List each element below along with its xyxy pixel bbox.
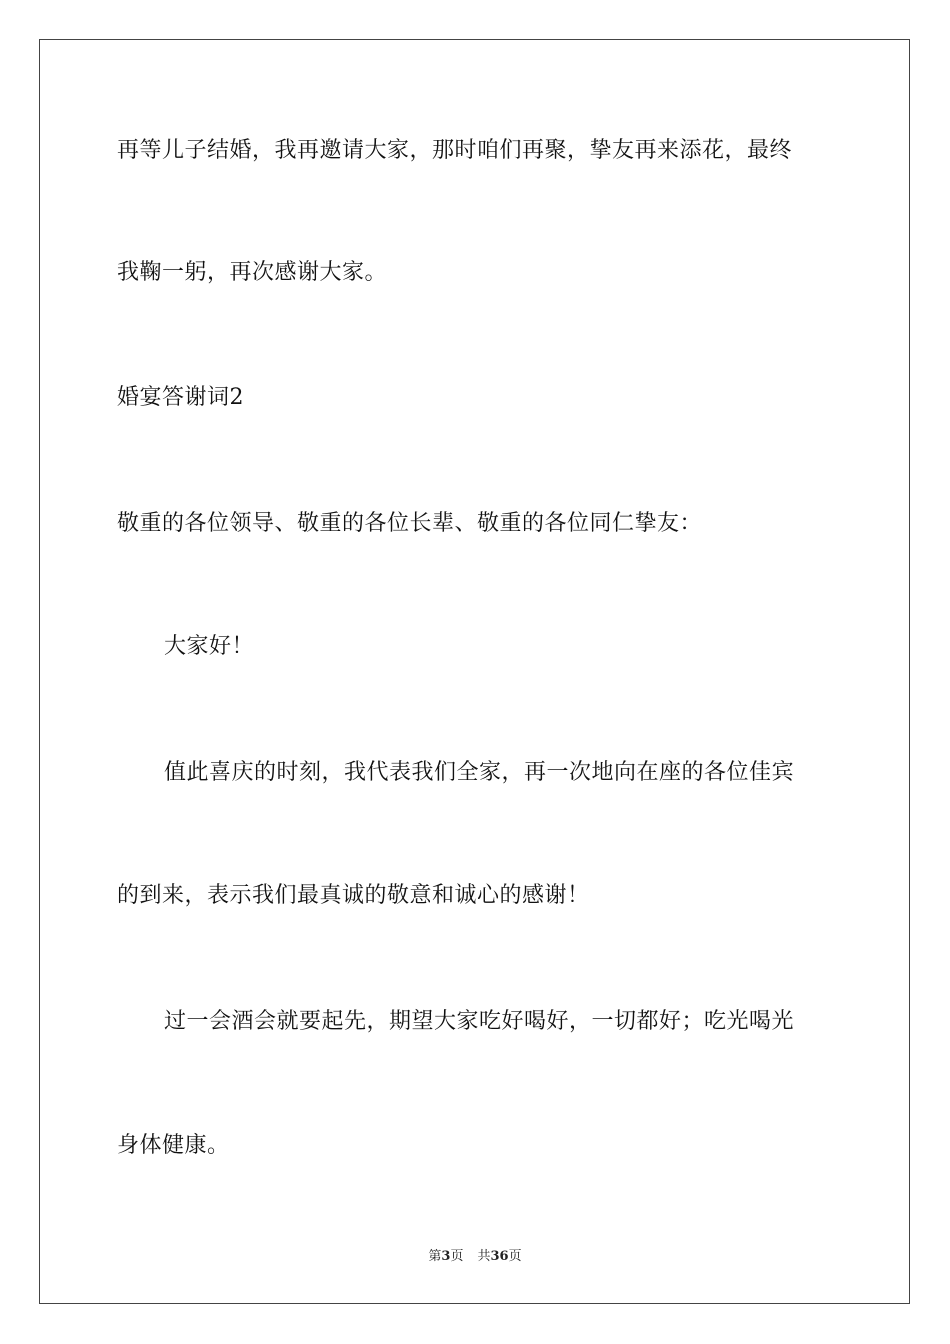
page-footer [0, 1249, 950, 1265]
section-heading: 婚宴答谢词2 [117, 385, 244, 410]
body-line-2: 我鞠一躬，再次感谢大家。 [117, 260, 388, 285]
total-prefix: 共 [477, 1249, 491, 1264]
body-line-3: 值此喜庆的时刻，我代表我们全家，再一次地向在座的各位佳宾 [164, 760, 795, 785]
page-suffix: 页 [450, 1249, 464, 1264]
total-pages: 36 [490, 1249, 509, 1264]
page-prefix: 第 [428, 1249, 442, 1264]
page-border [39, 39, 910, 1304]
total-suffix: 页 [508, 1249, 522, 1264]
body-line-4: 的到来，表示我们最真诚的敬意和诚心的感谢！ [117, 883, 590, 908]
body-line-6: 身体健康。 [117, 1133, 230, 1158]
body-line-5: 过一会酒会就要起先，期望大家吃好喝好，一切都好；吃光喝光 [164, 1009, 795, 1034]
salutation-line: 敬重的各位领导、敬重的各位长辈、敬重的各位同仁挚友： [117, 511, 703, 536]
greeting-line: 大家好！ [164, 634, 255, 659]
body-line-1: 再等儿子结婚，我再邀请大家，那时咱们再聚，挚友再来添花，最终 [117, 138, 793, 163]
page-number: 3 [441, 1249, 451, 1264]
